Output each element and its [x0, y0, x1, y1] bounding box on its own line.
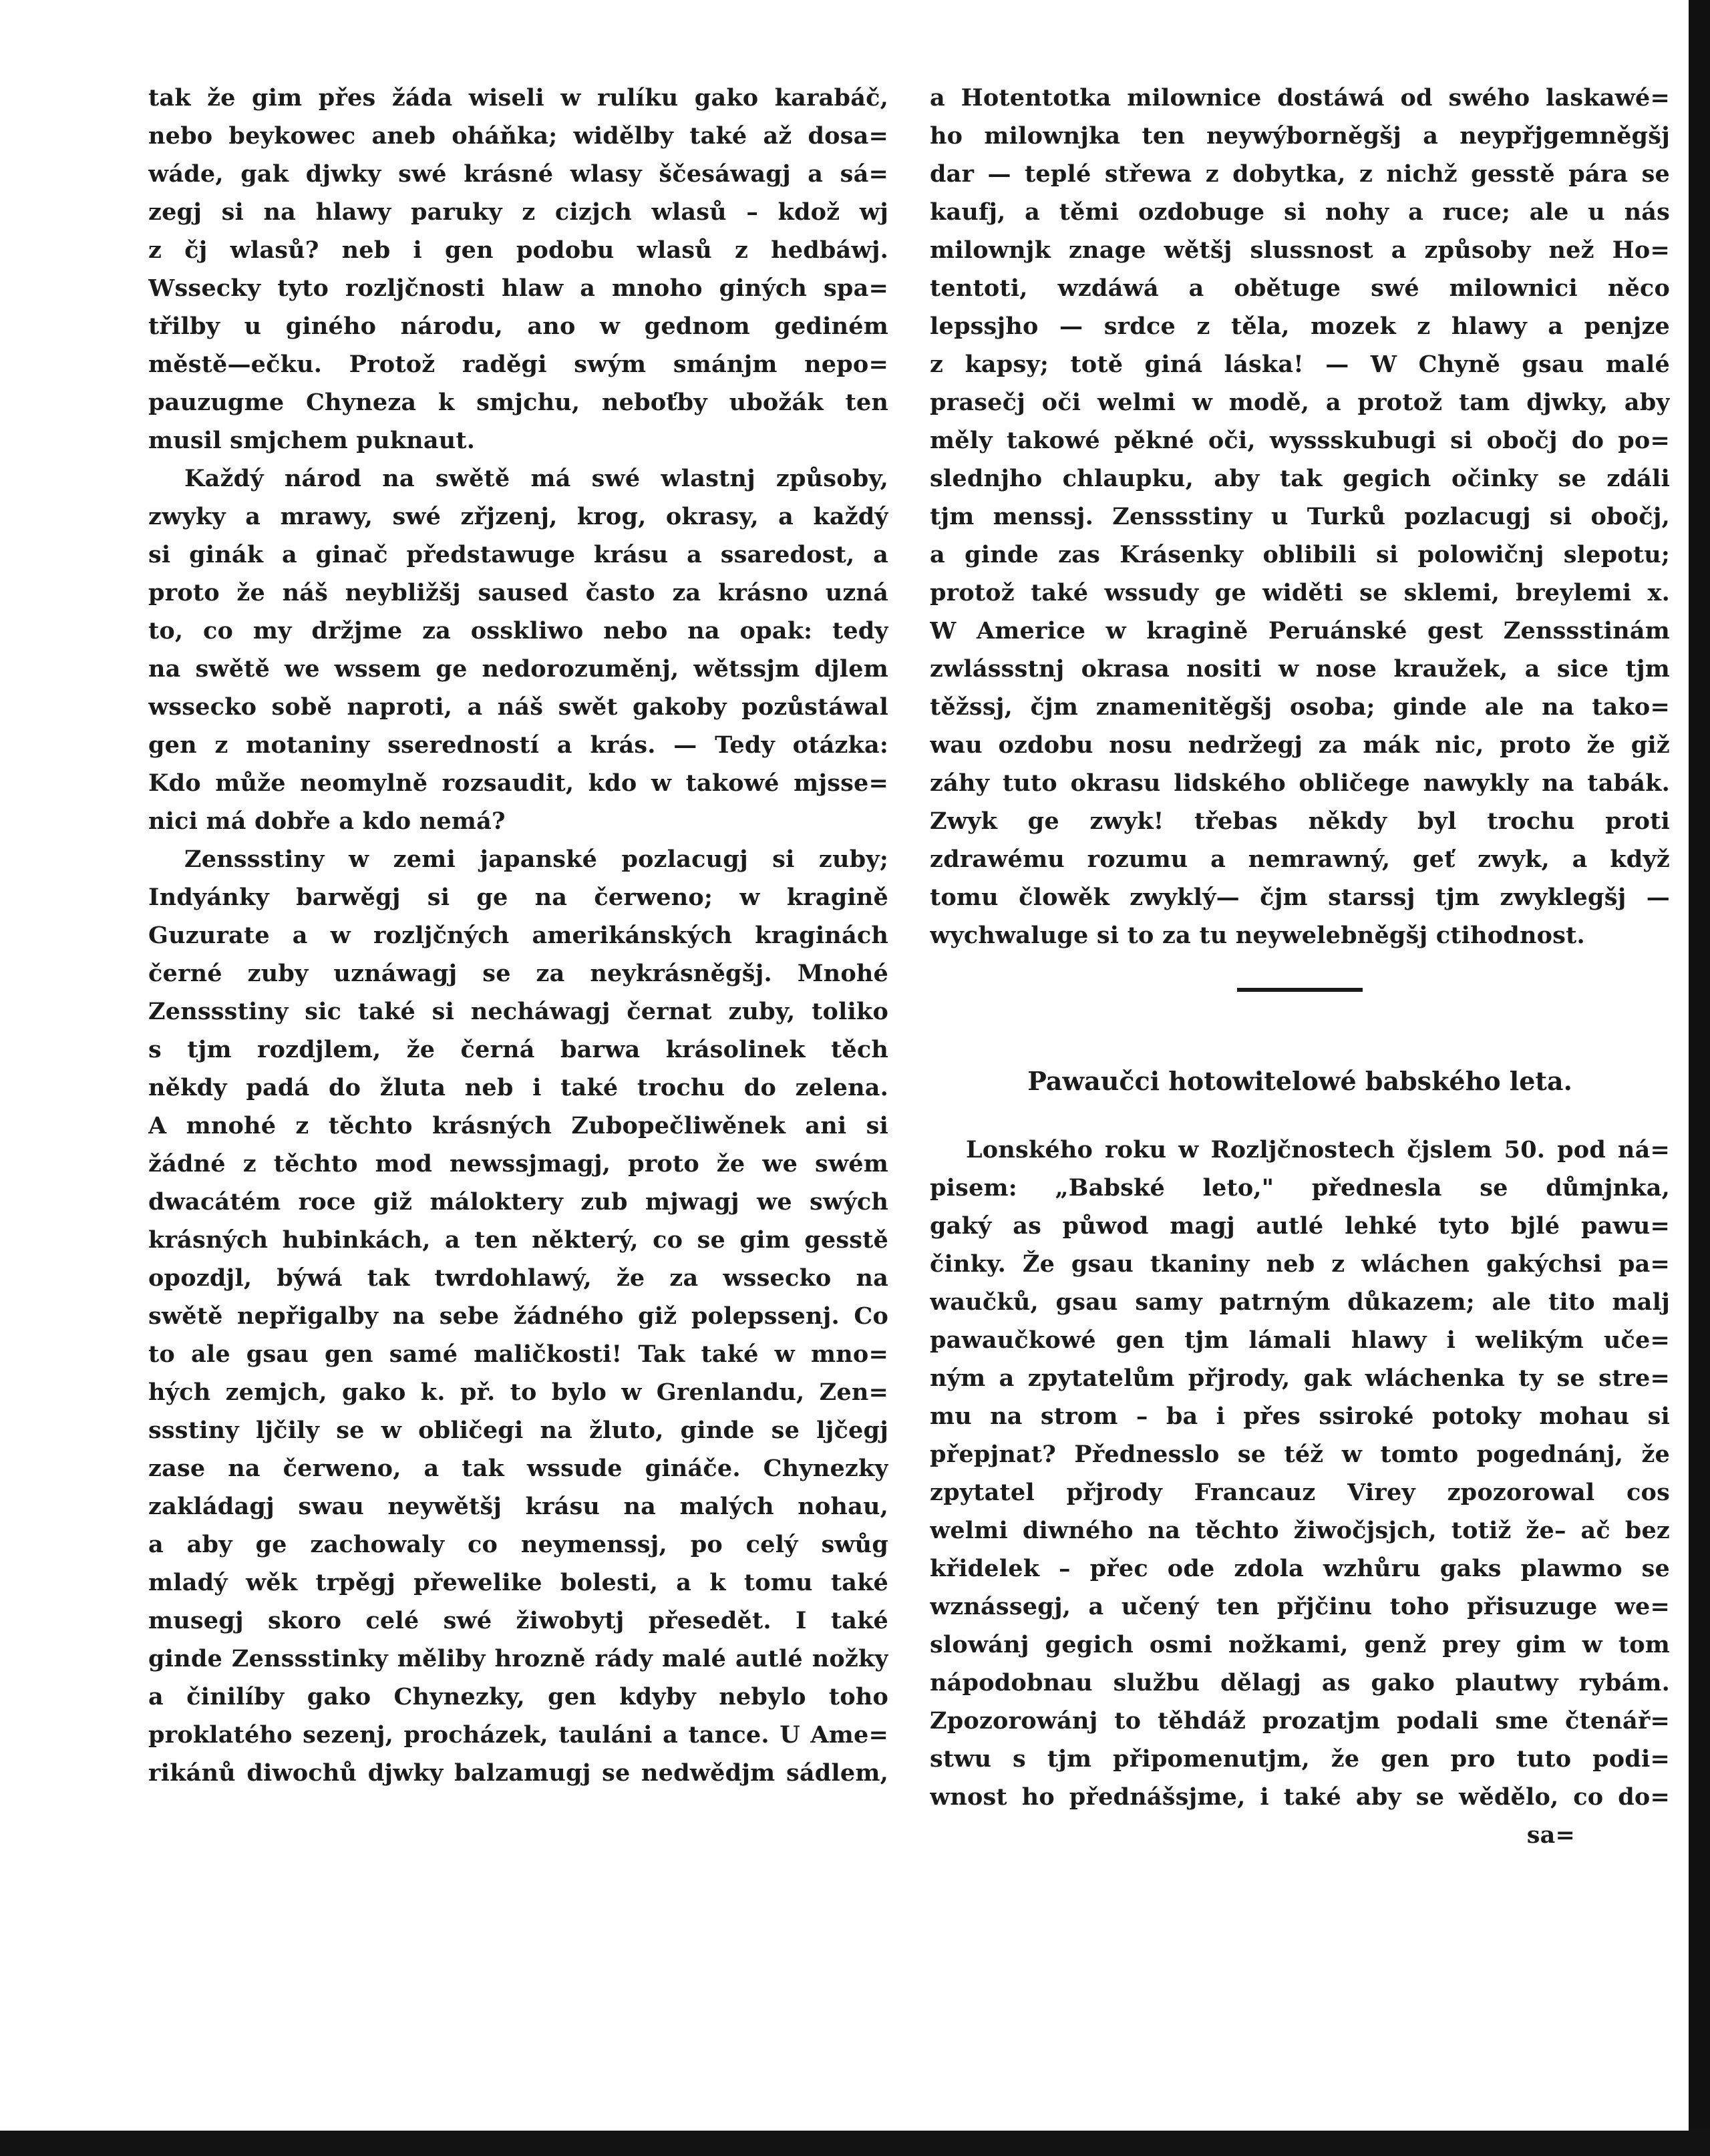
- text-line: z čj wlasů? neb i gen podobu wlasů z hedbáwj.: [148, 236, 888, 264]
- text-line: proklatého sezenj, procházek, tauláni a tance. U Ame=: [148, 1721, 888, 1749]
- section-divider: [930, 954, 1670, 1052]
- left-column: [148, 79, 888, 1792]
- text-line: tentoti, wzdáwá a obětuge swé milownici něco: [930, 275, 1670, 302]
- right-column-article-text: [930, 1131, 1670, 1816]
- text-line: protož také wssudy ge widěti se sklemi, breylemi x.: [930, 579, 1670, 606]
- text-line: dwacátém roce giž máloktery zub mjwagj we swých: [148, 1188, 888, 1216]
- text-line: wau ozdobu nosu nedržegj za mák nic, proto že giž: [930, 731, 1670, 759]
- text-line: dar — teplé střewa z dobytka, z nichž gesstě pára se: [930, 160, 1670, 188]
- text-line: černé zuby uznáwagj se za neykrásněgšj. Mnohé: [148, 960, 888, 987]
- catchword: sa=: [1526, 1821, 1575, 1849]
- text-line: opozdjl, býwá tak twrdohlawý, že za wssecko na: [148, 1264, 888, 1292]
- text-line: tjm menssj. Zenssstiny u Turků pozlacugj si obočj,: [930, 503, 1670, 530]
- text-line: ným a zpytatelům přjrody, gak wláchenka ty se stre=: [930, 1365, 1670, 1392]
- section-title: Pawaučci hotowitelowé babského leta.: [1027, 1066, 1572, 1096]
- scan-edge-right: [1689, 0, 1710, 2156]
- text-line: Lonského roku w Rozljčnostech čjslem 50. pod ná=: [966, 1136, 1670, 1163]
- text-line: welmi diwného na těchto žiwočjsjch, totiž že– ač bez: [930, 1517, 1670, 1544]
- right-column-top-text: [930, 79, 1670, 954]
- text-line: tak že gim přes žáda wiseli w rulíku gako karabáč,: [148, 84, 888, 112]
- text-line: waučků, gsau samy patrným důkazem; ale tito malj: [930, 1288, 1670, 1316]
- text-line: pauzugme Chyneza k smjchu, neboťby ubožák ten: [148, 389, 888, 416]
- text-line: Zwyk ge zwyk! třebas někdy byl trochu proti: [930, 807, 1670, 835]
- text-line: proto že náš neybližšj saused často za krásno uzná: [148, 579, 888, 606]
- text-line: a aby ge zachowaly co neymenssj, po celý swůg: [148, 1531, 888, 1558]
- text-line: na swětě we wssem ge nedorozuměnj, wětssjm djlem: [148, 655, 888, 683]
- text-line: prasečj oči welmi w modě, a protož tam djwky, aby: [930, 389, 1670, 416]
- text-line: slednjho chlaupku, aby tak gegich očinky se zdáli: [930, 465, 1670, 492]
- text-line: mu na strom – ba i přes ssiroké potoky mohau si: [930, 1403, 1670, 1430]
- text-line: wnost ho přednášsjme, i také aby se wědělo, co do=: [930, 1783, 1670, 1811]
- text-line: musegj skoro celé swé žiwobytj přesedět. I také: [148, 1607, 888, 1634]
- text-line: a ginde zas Krásenky oblibili si polowičnj slepotu;: [930, 541, 1670, 568]
- text-line: Indyánky barwěgj si ge na čerweno; w kragině: [148, 884, 888, 911]
- text-line: kaufj, a těmi ozdobuge si nohy a ruce; ale u nás: [930, 198, 1670, 226]
- text-line: nápodobnau službu dělagj as gako plautwy rybám.: [930, 1669, 1670, 1696]
- text-line: někdy padá do žluta neb i také trochu do zelena.: [148, 1074, 888, 1101]
- text-line: musil smjchem puknaut.: [148, 427, 476, 454]
- text-line: slowánj gegich osmi nožkami, genž prey gim w tom: [930, 1631, 1670, 1658]
- text-line: hých zemjch, gako k. př. to bylo w Grenlandu, Zen=: [148, 1379, 888, 1406]
- text-line: ginde Zenssstinky měliby hrozně rády malé autlé nožky: [148, 1645, 888, 1672]
- text-line: zwyky a mrawy, swé zřjzenj, krog, okrasy, a každý: [148, 503, 888, 530]
- text-line: wznássegj, a učený ten přjčinu toho přisuzuge we=: [930, 1593, 1670, 1620]
- text-line: Zenssstiny w zemi japanské pozlacugj si zuby;: [184, 846, 888, 873]
- text-line: Každý národ na swětě má swé wlastnj způsoby,: [184, 465, 888, 492]
- text-line: z kapsy; totě giná láska! — W Chyně gsau malé: [930, 351, 1670, 378]
- text-line: křidelek – přec ode zdola wzhůru gaks plawmo se: [930, 1555, 1670, 1582]
- text-line: to ale gsau gen samé maličkosti! Tak také w mno=: [148, 1340, 888, 1368]
- text-line: Guzurate a w rozljčných amerikánských kraginách: [148, 922, 888, 949]
- text-line: zakládagj swau neywětšj krásu na malých nohau,: [148, 1493, 888, 1520]
- text-line: mladý wěk trpěgj přewelike bolesti, a k tomu také: [148, 1569, 888, 1596]
- text-line: a činilíby gako Chynezky, gen kdyby nebylo toho: [148, 1683, 888, 1711]
- text-line: ssstiny ljčily se w obličegi na žluto, ginde se ljčegj: [148, 1417, 888, 1444]
- text-line: si ginák a ginač předstawuge krásu a ssaredost, a: [148, 541, 888, 568]
- text-line: wssecko sobě naproti, a náš swět gakoby pozůstáwal: [148, 693, 888, 721]
- text-line: A mnohé z těchto krásných Zubopečliwěnek ani si: [148, 1112, 888, 1139]
- text-line: těžssj, čjm znamenitěgšj osoba; ginde ale na tako=: [930, 693, 1670, 721]
- text-line: zase na čerweno, a tak wssude gináče. Chynezky: [148, 1455, 888, 1482]
- right-column: [930, 79, 1670, 1854]
- text-line: milownjk znage wětšj slussnost a způsoby než Ho=: [930, 236, 1670, 264]
- text-line: swětě nepřigalby na sebe žádného giž polepssenj. Co: [148, 1302, 888, 1330]
- text-line: lepssjho — srdce z těla, mozek z hlawy a penjze: [930, 313, 1670, 340]
- section-title-wrap: [930, 1052, 1670, 1131]
- text-line: nebo beykowec aneb oháňka; widělby také až dosa=: [148, 122, 888, 150]
- text-line: Kdo může neomylně rozsaudit, kdo w takowé mjsse=: [148, 769, 888, 797]
- text-line: gen z motaniny sseredností a krás. — Tedy otázka:: [148, 731, 888, 759]
- text-line: Zenssstiny sic také si necháwagj černat zuby, toliko: [148, 998, 888, 1025]
- text-line: nici má dobře a kdo nemá?: [148, 807, 506, 835]
- text-line: pisem: „Babské leto," přednesla se důmjnka,: [930, 1174, 1670, 1202]
- text-line: wáde, gak djwky swé krásné wlasy ščesáwagj a sá=: [148, 160, 888, 188]
- text-line: wychwaluge si to za tu neywelebněgšj ctihodnost.: [930, 922, 1585, 949]
- text-line: to, co my držjme za osskliwo nebo na opak: tedy: [148, 617, 888, 645]
- text-line: zwlássstnj okrasa nositi w nose kraužek, a sice tjm: [930, 655, 1670, 683]
- text-line: Zpozorowánj to těhdáž prozatjm podali sme čtenář=: [930, 1707, 1670, 1735]
- text-line: měly takowé pěkné oči, wyssskubugi si obočj do po=: [930, 427, 1670, 454]
- text-line: W Americe w kragině Peruánské gest Zenssstinám: [930, 617, 1670, 645]
- text-line: a Hotentotka milownice dostáwá od swého laskawé=: [930, 84, 1670, 112]
- text-line: žádné z těchto mod newssjmagj, proto že we swém: [148, 1150, 888, 1178]
- text-line: ho milownjka ten neywýborněgšj a neypřjgemněgšj: [930, 122, 1670, 150]
- text-line: městě—ečku. Protož raděgi swým smánjm nepo=: [148, 351, 888, 378]
- text-line: Wssecky tyto rozljčnosti hlaw a mnoho giných spa=: [148, 275, 888, 302]
- divider-rule: [1237, 988, 1363, 992]
- text-line: zegj si na hlawy paruky z cizjch wlasů – kdož wj: [148, 198, 888, 226]
- text-line: zdrawému rozumu a nemrawný, geť zwyk, a když: [930, 846, 1670, 873]
- text-line: s tjm rozdjlem, že černá barwa krásolinek těch: [148, 1036, 888, 1063]
- text-line: třilby u giného národu, ano w gednom gediném: [148, 313, 888, 340]
- text-line: pawaučkowé gen tjm lámali hlawy i welikým uče=: [930, 1326, 1670, 1354]
- text-line: krásných hubinkách, a ten některý, co se gim gesstě: [148, 1226, 888, 1254]
- scan-edge-bottom: [0, 2131, 1710, 2156]
- text-line: gaký as půwod magj autlé lehké tyto bjlé pawu=: [930, 1212, 1670, 1240]
- text-line: tomu člowěk zwyklý— čjm starssj tjm zwyklegšj —: [930, 884, 1670, 911]
- text-line: záhy tuto okrasu lidského obličege nawykly na tabák.: [930, 769, 1670, 797]
- text-line: zpytatel přjrody Francauz Virey zpozorowal cos: [930, 1479, 1670, 1506]
- text-line: činky. Že gsau tkaniny neb z wláchen gakýchsi pa=: [930, 1250, 1670, 1278]
- text-line: rikánů diwochů djwky balzamugj se nedwědjm sádlem,: [148, 1759, 888, 1787]
- text-line: stwu s tjm připomenutjm, že gen pro tuto podi=: [930, 1745, 1670, 1773]
- text-line: přepjnat? Přednesslo se též w tomto pogednánj, že: [930, 1441, 1670, 1468]
